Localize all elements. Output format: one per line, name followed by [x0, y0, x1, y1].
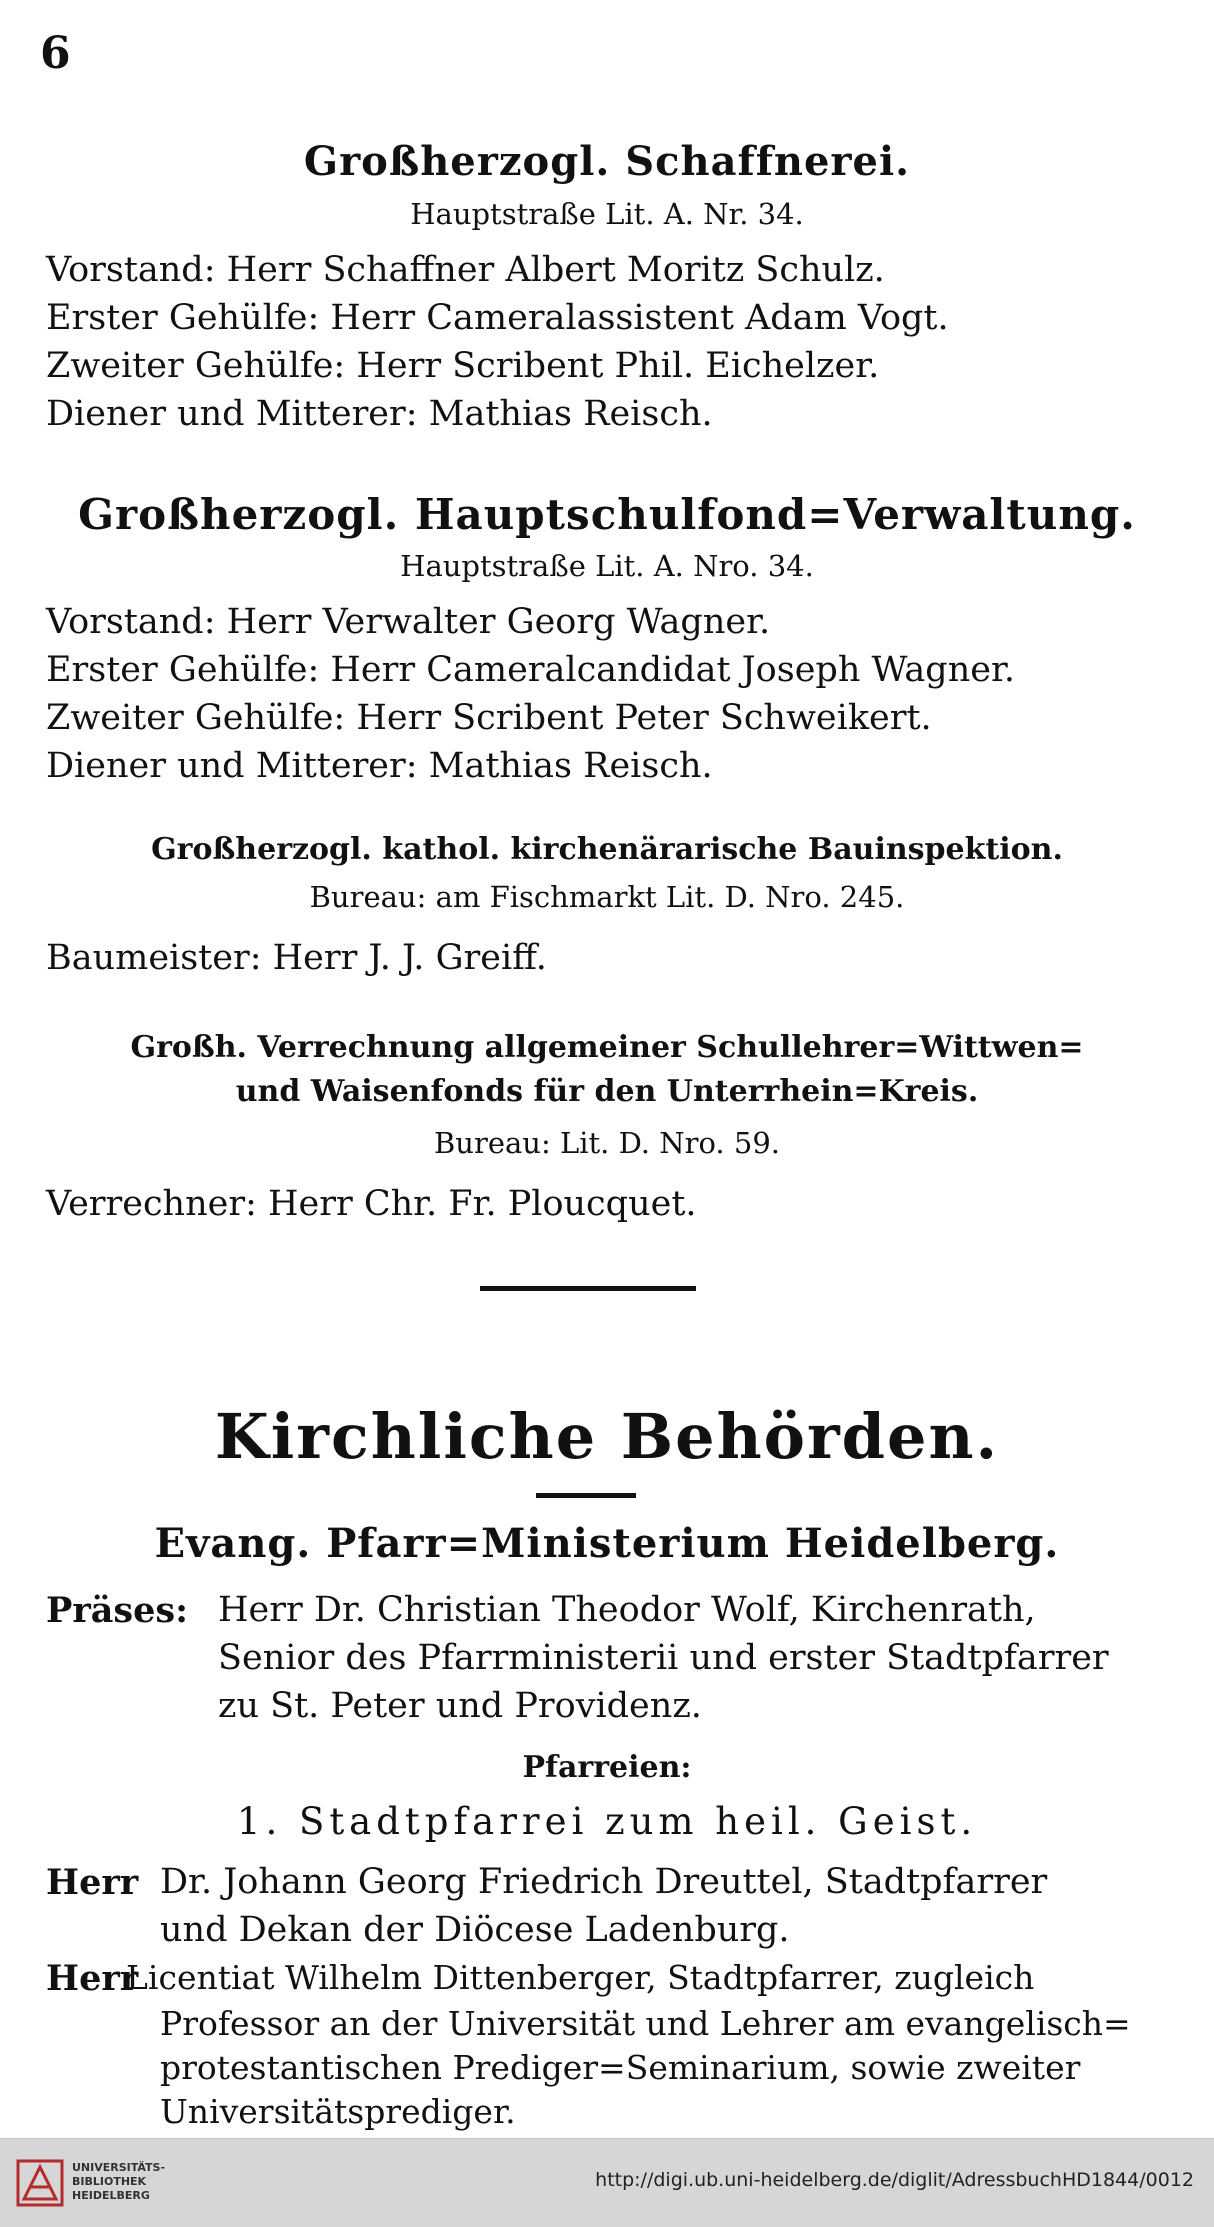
entry-line: Zweiter Gehülfe: Herr Scribent Peter Schweikert.: [46, 698, 932, 738]
entry-prefix: Herr: [46, 1958, 139, 1999]
heading-rule: [536, 1493, 636, 1498]
section-title-verrechnung-2: und Waisenfonds für den Unterrhein=Kreis.: [235, 1074, 979, 1109]
praeses-line: zu St. Peter und Providenz.: [218, 1686, 702, 1726]
entry-line: Verrechner: Herr Chr. Fr. Ploucquet.: [46, 1184, 697, 1224]
library-name-line: UNIVERSITÄTS-: [72, 2161, 166, 2174]
entry-line: Zweiter Gehülfe: Herr Scribent Phil. Eichelzer.: [46, 346, 880, 386]
section-title-schaffnerei: Großherzogl. Schaffnerei.: [303, 138, 911, 185]
entry-line: Baumeister: Herr J. J. Greiff.: [46, 938, 547, 978]
entry-line: Licentiat Wilhelm Dittenberger, Stadtpfarrer, zugleich: [126, 1958, 1035, 1997]
entry-line: Diener und Mitterer: Mathias Reisch.: [46, 394, 713, 434]
section-divider: [480, 1286, 696, 1291]
university-logo-icon: [14, 2157, 66, 2209]
library-name: [72, 2161, 165, 2203]
chapter-heading: Kirchliche Behörden.: [214, 1400, 1000, 1473]
viewer-footer: [0, 2138, 1214, 2227]
entry-line: Vorstand: Herr Verwalter Georg Wagner.: [46, 602, 771, 642]
praeses-line: Senior des Pfarrministerii und erster Stadtpfarrer: [218, 1638, 1109, 1678]
praeses-line: Herr Dr. Christian Theodor Wolf, Kirchenrath,: [218, 1590, 1036, 1630]
entry-line: und Dekan der Diöcese Ladenburg.: [160, 1910, 790, 1950]
permalink-url[interactable]: http://digi.ub.uni-heidelberg.de/diglit/AdressbuchHD1844/0012: [595, 2169, 1194, 2191]
section-address: Hauptstraße Lit. A. Nro. 34.: [400, 549, 814, 583]
section-address: Hauptstraße Lit. A. Nr. 34.: [410, 197, 804, 231]
entry-line: Diener und Mitterer: Mathias Reisch.: [46, 746, 713, 786]
section-address: Bureau: Lit. D. Nro. 59.: [434, 1126, 780, 1160]
library-name-line: BIBLIOTHEK: [72, 2175, 147, 2188]
pfarreien-heading: Pfarreien:: [522, 1750, 692, 1785]
entry-line: protestantischen Prediger=Seminarium, sowie zweiter: [160, 2048, 1081, 2087]
entry-line: Erster Gehülfe: Herr Cameralcandidat Joseph Wagner.: [46, 650, 1015, 690]
entry-line: Professor an der Universität und Lehrer am evangelisch=: [160, 2004, 1131, 2043]
parish-heading: 1. Stadtpfarrei zum heil. Geist.: [236, 1800, 978, 1843]
section-title-verrechnung: Großh. Verrechnung allgemeiner Schullehrer=Wittwen=: [130, 1030, 1084, 1065]
section-title-hauptschulfond: Großherzogl. Hauptschulfond=Verwaltung.: [78, 490, 1136, 539]
section-title-pfarrministerium: Evang. Pfarr=Ministerium Heidelberg.: [154, 1520, 1060, 1567]
entry-line: Erster Gehülfe: Herr Cameralassistent Adam Vogt.: [46, 298, 949, 338]
entry-line: Universitätsprediger.: [160, 2092, 516, 2131]
entry-line: Vorstand: Herr Schaffner Albert Moritz Schulz.: [46, 250, 885, 290]
section-address: Bureau: am Fischmarkt Lit. D. Nro. 245.: [309, 880, 905, 914]
section-title-bauinspektion: Großherzogl. kathol. kirchenärarische Bauinspektion.: [151, 832, 1063, 867]
page-number: 6: [40, 28, 71, 79]
praeses-label: Präses:: [46, 1590, 189, 1631]
library-name-line: HEIDELBERG: [72, 2189, 150, 2202]
entry-prefix: Herr: [46, 1862, 139, 1903]
entry-line: Dr. Johann Georg Friedrich Dreuttel, Stadtpfarrer: [160, 1862, 1048, 1902]
